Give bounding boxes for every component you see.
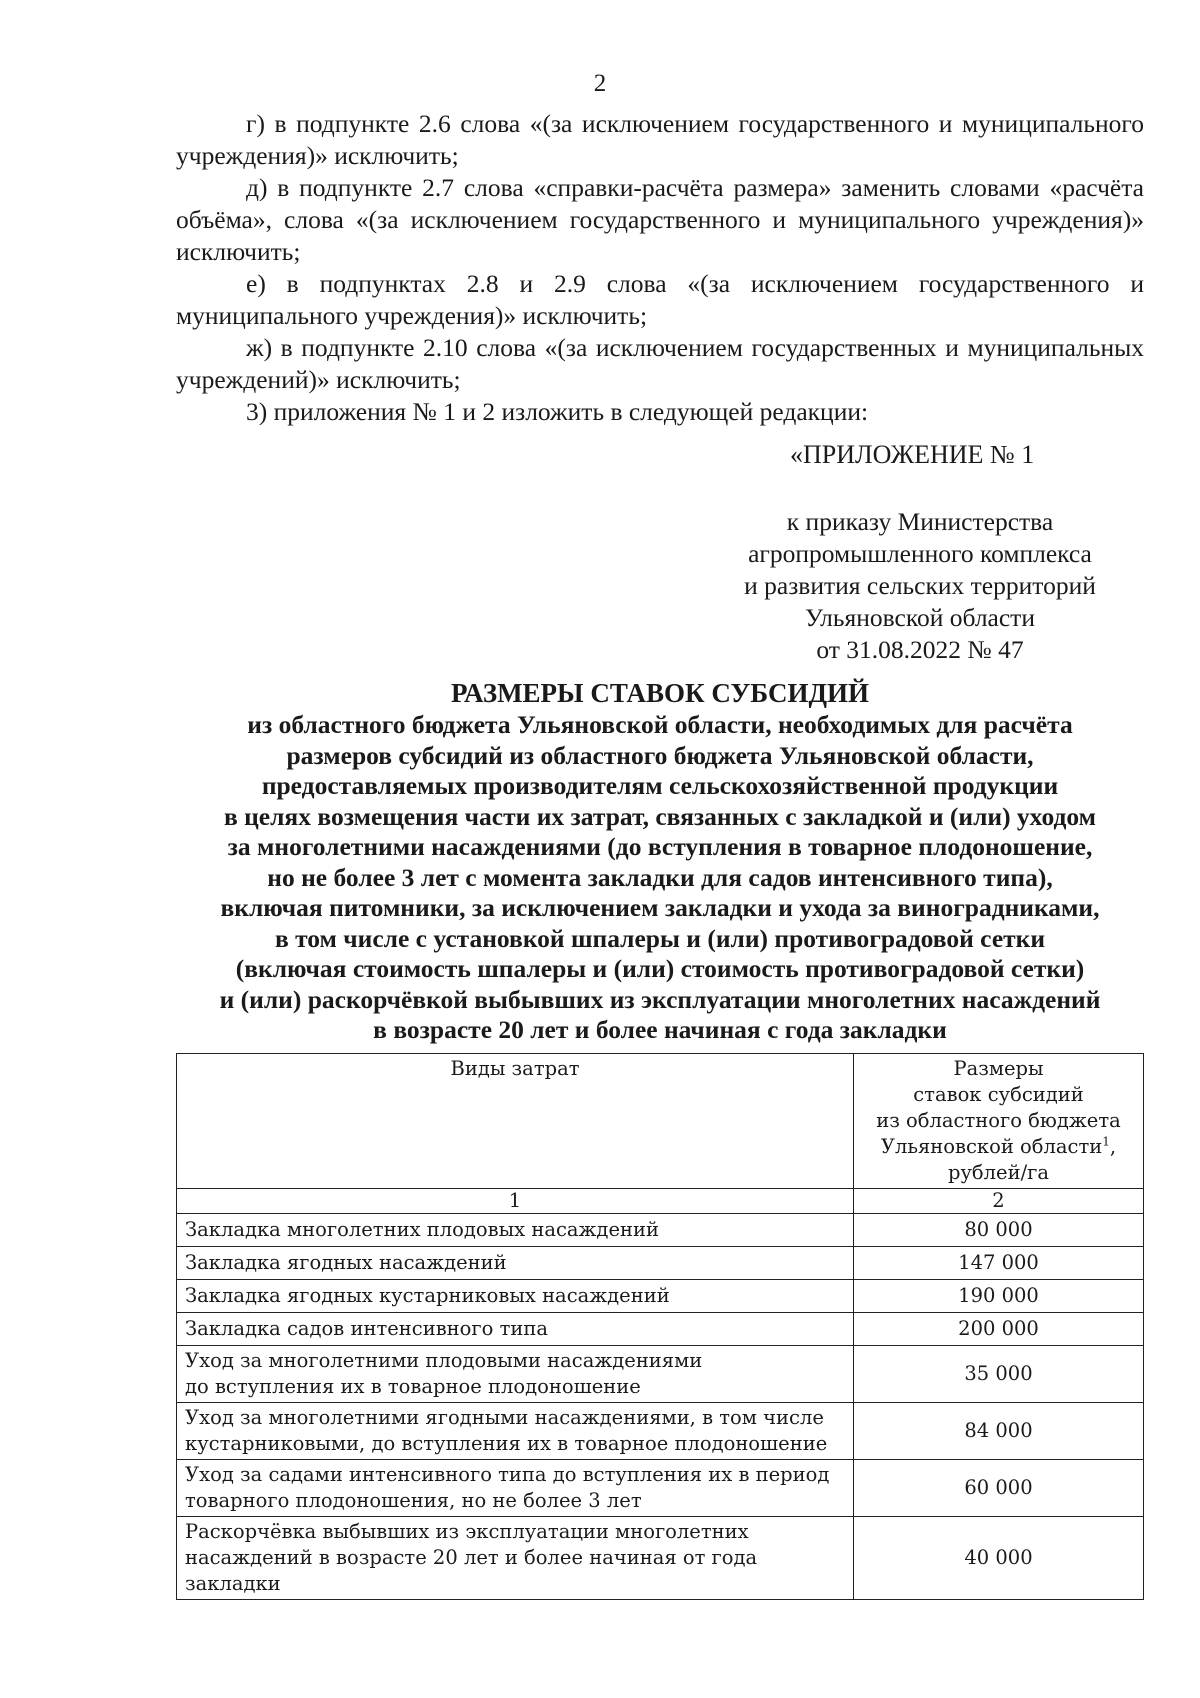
footnote-marker: 1 [1102, 1134, 1110, 1149]
rate-value-cell: 190 000 [854, 1280, 1144, 1313]
title-line: из областного бюджета Ульяновской области, необходимых для расчёта [247, 710, 1073, 739]
cost-type-line: кустарниковыми, до вступления их в товарное плодоношение [185, 1432, 828, 1455]
header-region: Ульяновской области [880, 1135, 1103, 1158]
header-line: рублей/га [947, 1161, 1050, 1184]
cost-type-line: насаждений в возрасте 20 лет и более начиная от года [185, 1546, 758, 1569]
rate-value-cell: 147 000 [854, 1247, 1144, 1280]
rate-value-cell: 80 000 [854, 1214, 1144, 1247]
table-row [177, 1460, 1144, 1517]
cost-type-cell [177, 1214, 854, 1247]
title-line: (включая стоимость шпалеры и (или) стоимость противоградовой сетки) [235, 954, 1085, 983]
cost-type-cell [177, 1280, 854, 1313]
cost-type-line: Закладка садов интенсивного типа [185, 1317, 548, 1340]
cost-type-line: Уход за многолетними ягодными насаждениями, в том числе [185, 1406, 824, 1429]
amendment-item: д) в подпункте 2.7 слова «справки-расчёта размера» заменить словами «расчёта объёма», слова «(за исключением государственного и муниципального учреждения)» исключить; [176, 173, 1144, 266]
appendix-line: и развития сельских территорий [744, 571, 1096, 600]
subsidy-rates-table [176, 1053, 1144, 1600]
header-line: ставок субсидий [913, 1083, 1084, 1106]
column-index: 1 [177, 1189, 854, 1214]
cost-type-line: Уход за многолетними плодовыми насаждениями [185, 1349, 703, 1372]
amendments-list [176, 108, 1144, 428]
rate-value-cell: 200 000 [854, 1313, 1144, 1346]
cost-type-line: Закладка ягодных насаждений [185, 1251, 507, 1274]
title-line: в том числе с установкой шпалеры и (или) противоградовой сетки [274, 923, 1046, 953]
cost-type-line: товарного плодоношения, но не более 3 лет [185, 1489, 642, 1512]
cost-type-line: закладки [185, 1572, 281, 1595]
table-row [177, 1517, 1144, 1600]
header-cost-types: Виды затрат [177, 1054, 854, 1189]
cost-type-cell [177, 1460, 854, 1517]
appendix-line: Ульяновской области [805, 603, 1035, 632]
rate-value-cell: 84 000 [854, 1403, 1144, 1460]
title-line: в возрасте 20 лет и более начиная с года закладки [373, 1015, 947, 1044]
title-line: в целях возмещения части их затрат, связанных с закладкой и (или) уходом [223, 801, 1097, 831]
amendment-item: е) в подпунктах 2.8 и 2.9 слова «(за исключением государственного и муниципального учреждения)» исключить; [176, 269, 1144, 330]
cost-type-line: Раскорчёвка выбывших из эксплуатации многолетних [185, 1520, 749, 1543]
header-line [862, 1134, 1135, 1160]
table-row [177, 1280, 1144, 1313]
title-line: включая питомники, за исключением закладки и ухода за виноградниками, [220, 893, 1100, 922]
appendix-line: агропромышленного комплекса [748, 539, 1092, 568]
cost-type-cell [177, 1247, 854, 1280]
cost-type-cell [177, 1346, 854, 1403]
table-header-row [177, 1054, 1144, 1189]
cost-type-cell [177, 1313, 854, 1346]
title-line: но не более 3 лет с момента закладки для садов интенсивного типа), [267, 862, 1053, 892]
header-comma: , [1109, 1135, 1117, 1158]
table-row [177, 1214, 1144, 1247]
title-line: и (или) раскорчёвкой выбывших из эксплуатации многолетних насаждений [219, 984, 1101, 1014]
title-line: предоставляемых производителям сельскохозяйственной продукции [261, 771, 1059, 800]
cost-type-cell [177, 1403, 854, 1460]
cost-type-cell [177, 1517, 854, 1600]
appendix-label: «ПРИЛОЖЕНИЕ № 1 [790, 440, 1035, 469]
amendment-item: г) в подпункте 2.6 слова «(за исключением государственного и муниципального учреждения)» исключить; [176, 109, 1144, 170]
table-row [177, 1346, 1144, 1403]
table-row [177, 1313, 1144, 1346]
table-row [177, 1247, 1144, 1280]
appendix-line: от 31.08.2022 № 47 [816, 635, 1024, 664]
rate-value-cell: 60 000 [854, 1460, 1144, 1517]
title-line: размеров субсидий из областного бюджета Ульяновской области, [286, 740, 1034, 770]
column-index-row [177, 1189, 1144, 1214]
table-row [177, 1403, 1144, 1460]
rate-value-cell: 35 000 [854, 1346, 1144, 1403]
header-subsidy-rates [854, 1054, 1144, 1189]
title-main: РАЗМЕРЫ СТАВОК СУБСИДИЙ [450, 678, 870, 708]
header-line: из областного бюджета [876, 1109, 1121, 1132]
column-index: 2 [854, 1189, 1144, 1214]
title-line: за многолетними насаждениями (до вступления в товарное плодоношение, [227, 832, 1093, 861]
rate-value-cell: 40 000 [854, 1517, 1144, 1600]
cost-type-line: Закладка многолетних плодовых насаждений [185, 1218, 659, 1241]
cost-type-line: Закладка ягодных кустарниковых насаждений [185, 1284, 670, 1307]
header-line: Размеры [953, 1057, 1044, 1080]
document-title [180, 676, 1140, 1046]
appendix-reference [700, 506, 1140, 666]
cost-type-line: до вступления их в товарное плодоношение [185, 1375, 641, 1398]
amendment-item: 3) приложения № 1 и 2 изложить в следующей редакции: [246, 397, 869, 426]
page-number: 2 [593, 70, 607, 97]
appendix-line: к приказу Министерства [786, 507, 1054, 536]
cost-type-line: Уход за садами интенсивного типа до вступления их в период [185, 1463, 830, 1486]
amendment-item: ж) в подпункте 2.10 слова «(за исключением государственных и муниципальных учреждений)» исключить; [176, 333, 1144, 394]
